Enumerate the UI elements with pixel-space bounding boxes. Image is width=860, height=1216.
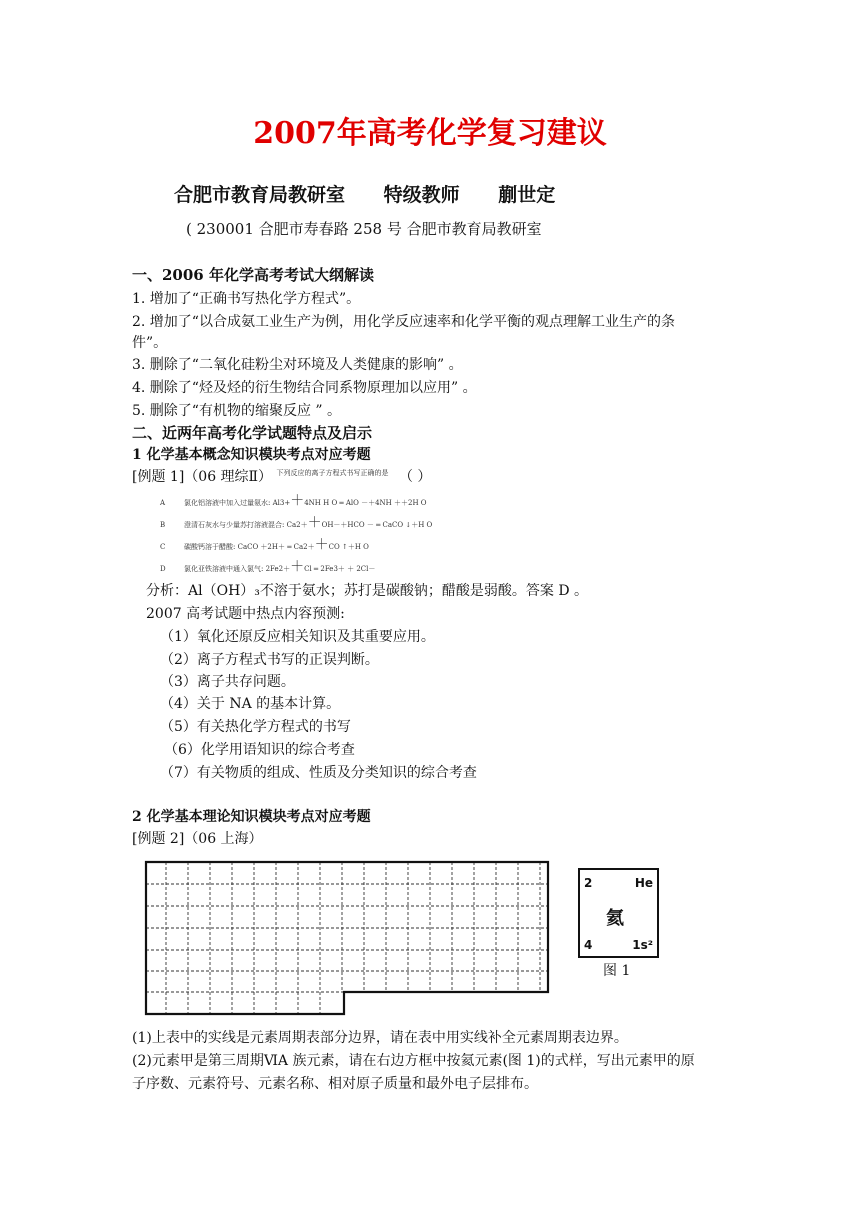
figure-caption: 图 1: [603, 963, 631, 979]
example2-label: [例题 2]（06 上海）: [132, 831, 263, 847]
element-name: 氦: [606, 908, 624, 929]
author-line: [174, 180, 587, 207]
periodic-table-grid: [144, 858, 554, 1022]
forecast-item: （1）氧化还原反应相关知识及其重要应用。: [160, 629, 435, 645]
section1-heading: 一、2006 年化学高考考试大纲解读: [132, 266, 374, 284]
section1-item: 5. 删除了“有机物的缩聚反应 ” 。: [132, 403, 342, 419]
section1-item: 4. 删除了“烃及烃的衍生物结合同系物原理加以应用” 。: [132, 380, 477, 396]
section2-sub1: 1 化学基本概念知识模块考点对应考题: [132, 447, 371, 463]
section1-item: 3. 删除了“二氧化硅粉尘对环境及人类健康的影响” 。: [132, 357, 463, 373]
example1-label: [132, 466, 431, 486]
section2-heading: 二、近两年高考化学试题特点及启示: [132, 424, 373, 442]
author-name: 蒯世定: [498, 184, 556, 206]
option-c: C 碳酸钙溶于醋酸: CaCO ＋2H＋ ═ Ca2＋＋CO ↑＋H O: [160, 537, 369, 553]
example2-q2: (2)元素甲是第三周期ⅥA 族元素，请在右边方框中按氦元素(图 1)的式样，写出元素甲的原: [132, 1053, 695, 1069]
author-org: 合肥市教育局教研室: [174, 184, 346, 206]
option-b: B 澄清石灰水与少量苏打溶液混合: Ca2＋＋OH－＋HCO － ═ CaCO ↓＋H O: [160, 515, 433, 531]
example1-blank: （ ）: [398, 469, 432, 485]
forecast-item: （5）有关热化学方程式的书写: [160, 719, 351, 735]
forecast-item: （2）离子方程式书写的正误判断。: [160, 652, 379, 668]
section1-item: 2. 增加了“以合成氨工业生产为例，用化学反应速率和化学平衡的观点理解工业生产的条: [132, 314, 675, 330]
atomic-number: 2: [584, 876, 593, 890]
periodic-table-grid-svg: [144, 858, 554, 1018]
forecast-item: （7）有关物质的组成、性质及分类知识的综合考查: [160, 765, 477, 781]
example1-question: 下列反应的离子方程式书写正确的是: [276, 469, 389, 477]
section1-item: 1. 增加了“正确书写热化学方程式”。: [132, 291, 361, 307]
example1-analysis: 分析：Al（OH）₃不溶于氨水；苏打是碳酸钠；醋酸是弱酸。答案 D 。: [146, 583, 589, 599]
atomic-mass: 4: [584, 938, 593, 952]
section2-sub2: 2 化学基本理论知识模块考点对应考题: [132, 809, 371, 825]
forecast-title: 2007 高考试题中热点内容预测:: [146, 606, 345, 622]
forecast-item: （6）化学用语知识的综合考查: [164, 742, 355, 758]
option-a: A 氯化铝溶液中加入过量氨水: Al3+＋4NH H O ═ AlO －＋4NH ＋＋2H O: [160, 493, 427, 509]
example1-source: [例题 1]（06 理综Ⅱ）: [132, 469, 273, 485]
forecast-item: （4）关于 NA 的基本计算。: [160, 696, 341, 712]
example2-q2-cont: 子序数、元素符号、元素名称、相对原子质量和最外电子层排布。: [132, 1076, 538, 1092]
author-rank: 特级教师: [383, 184, 460, 206]
forecast-item: （3）离子共存问题。: [160, 674, 295, 690]
section1-item: 件”。: [132, 335, 168, 351]
helium-element-box: [578, 868, 659, 958]
example2-q1: (1)上表中的实线是元素周期表部分边界，请在表中用实线补全元素周期表边界。: [132, 1030, 628, 1046]
option-d: D 氯化亚铁溶液中通入氯气: 2Fe2＋＋Cl ═ 2Fe3＋ ＋ 2Cl－: [160, 559, 376, 575]
electron-config: 1s²: [632, 938, 653, 952]
page-title: 2007年高考化学复习建议: [253, 116, 607, 151]
element-symbol: He: [634, 876, 653, 890]
author-address: ( 230001 合肥市寿春路 258 号 合肥市教育局教研室: [186, 220, 542, 238]
